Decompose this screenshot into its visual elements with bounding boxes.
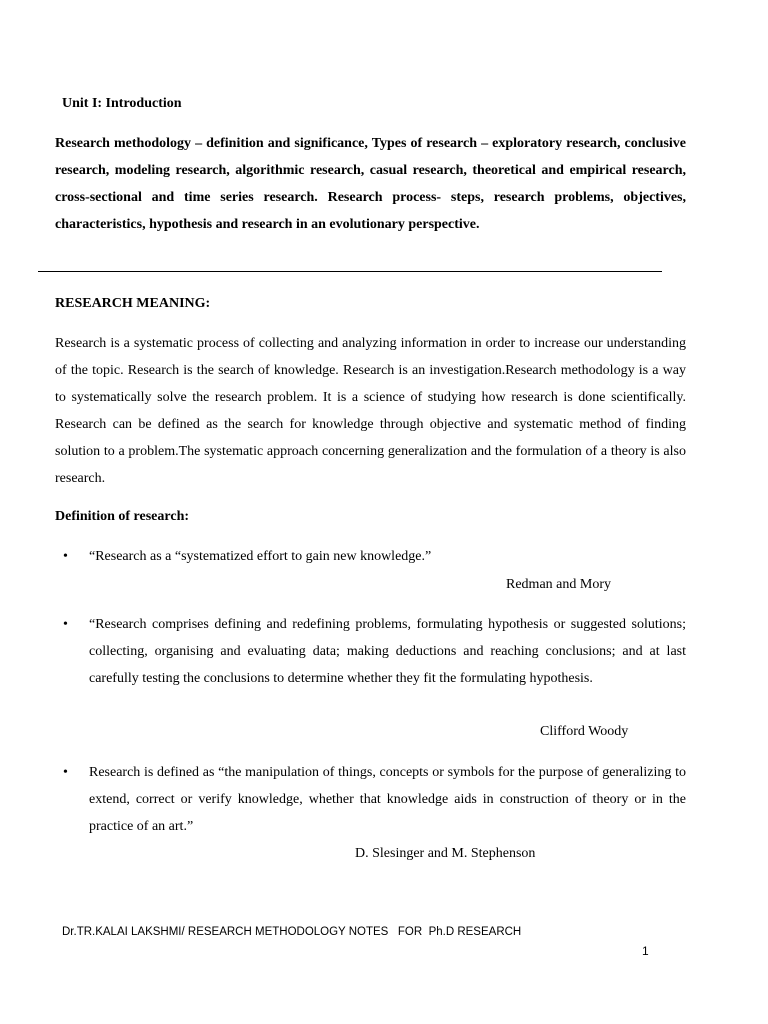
bullet-icon: • <box>63 765 68 780</box>
definition-author: D. Slesinger and M. Stephenson <box>355 846 536 861</box>
bullet-icon: • <box>63 549 68 564</box>
definition-author: Clifford Woody <box>540 724 629 739</box>
horizontal-divider <box>38 271 662 272</box>
definition-text: “Research as a “systematized effort to gain new knowledge.” <box>89 549 432 564</box>
definition-text: Research is defined as “the manipulation of things, concepts or symbols for the purpose of generalizing to extend, correct or verify knowledge, whether that knowledge aids in construction of theory or in the practice of an art.” <box>89 765 686 834</box>
page-number: 1 <box>642 944 649 958</box>
meaning-paragraph: Research is a systematic process of collecting and analyzing information in order to increase our understanding of the topic. Research is the search of knowledge. Research is an investigation.Research methodology is a way to systematically solve the research problem. It is a science of studying how research is done scientifically. Research can be defined as the search for knowledge through objective and systematic method of finding solution to a problem.The systematic approach concerning generalization and the formulation of a theory is also research. <box>55 336 686 486</box>
section-title: RESEARCH MEANING: <box>55 296 211 311</box>
definition-author: Redman and Mory <box>506 577 611 592</box>
bullet-icon: • <box>63 617 68 632</box>
page-footer: Dr.TR.KALAI LAKSHMI/ RESEARCH METHODOLOGY NOTES FOR Ph.D RESEARCH <box>62 926 522 938</box>
definition-text: “Research comprises defining and redefining problems, formulating hypothesis or suggested solutions; collecting, organising and evaluating data; making deductions and reaching conclusions; and at last carefully testing the conclusions to determine whether they fit the formulating hypothesis. <box>89 617 686 686</box>
definition-heading: Definition of research: <box>55 509 190 524</box>
unit-title: Unit I: Introduction <box>62 96 182 111</box>
syllabus-paragraph: Research methodology – definition and significance, Types of research – exploratory research, conclusive research, modeling research, algorithmic research, casual research, theoretical and empirical research, cross-sectional and time series research. Research process- steps, research problems, objectives, characteristics, hypothesis and research in an evolutionary perspective. <box>55 136 686 232</box>
